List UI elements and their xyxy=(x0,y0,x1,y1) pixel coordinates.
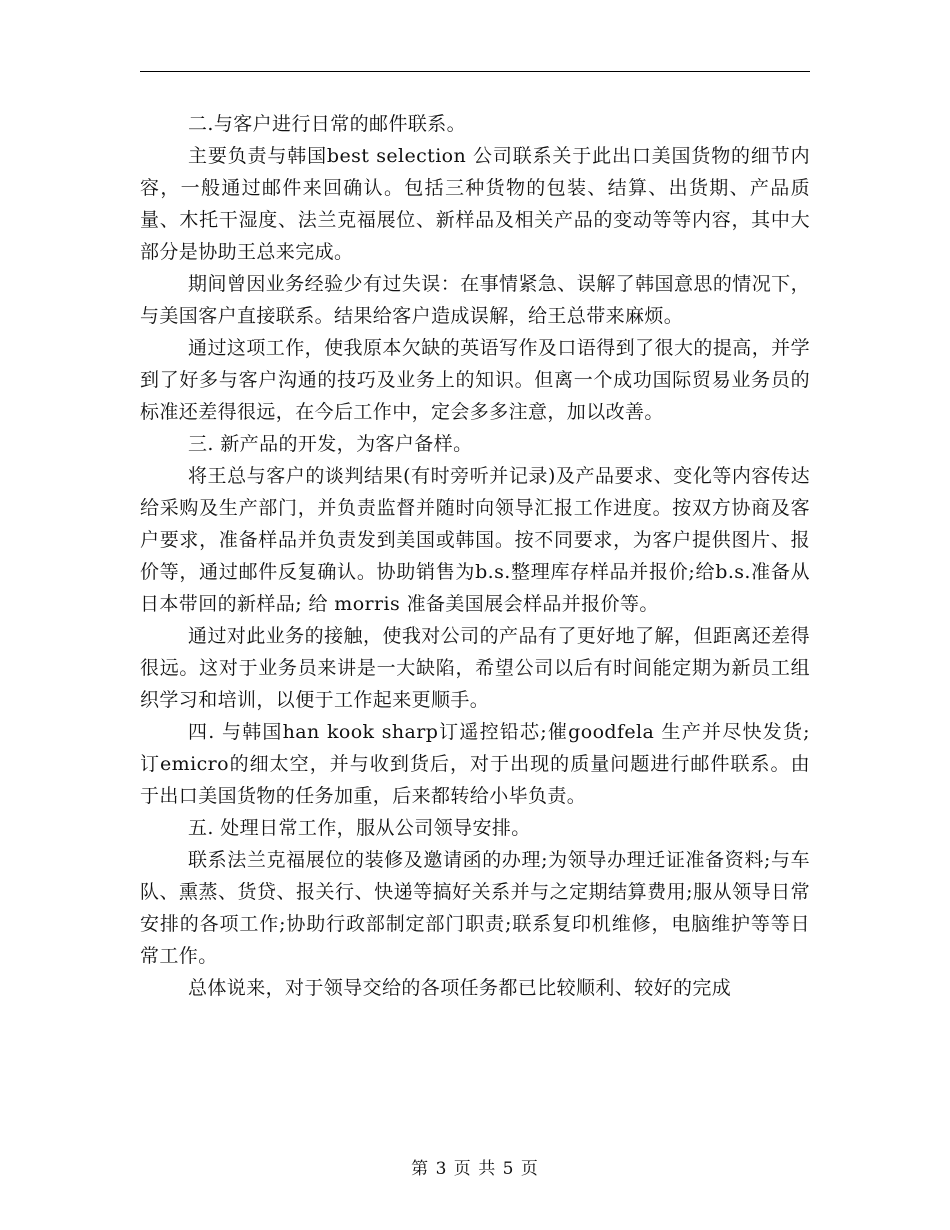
paragraph: 将王总与客户的谈判结果(有时旁听并记录)及产品要求、变化等内容传达给采购及生产部门，并负责监督并随时向领导汇报工作进度。按双方协商及客户要求，准备样品并负责发到美国或韩国。按不同要求，为客户提供图片、报价等，通过邮件反复确认。协助销售为b.s.整理库存样品并报价;给b.s.准备从日本带回的新样品; 给 morris 准备美国展会样品并报价等。 xyxy=(140,465,810,615)
header-rule xyxy=(140,71,810,72)
section-three-heading: 三. 新产品的开发，为客户备样。 xyxy=(188,433,473,455)
section-five-heading: 五. 处理日常工作，服从公司领导安排。 xyxy=(188,817,531,839)
section-four-paragraph: 四. 与韩国han kook sharp订遥控铅芯;催goodfela 生产并尽快发货;订emicro的细太空，并与收到货后，对于出现的质量问题进行邮件联系。由于出口美国货物的任务加重，后来都转给小毕负责。 xyxy=(140,721,810,807)
paragraph: 通过这项工作，使我原本欠缺的英语写作及口语得到了很大的提高，并学到了好多与客户沟通的技巧及业务上的知识。但离一个成功国际贸易业务员的标准还差得很远，在今后工作中，定会多多注意，加以改善。 xyxy=(140,337,810,423)
paragraph: 主要负责与韩国best selection 公司联系关于此出口美国货物的细节内容，一般通过邮件来回确认。包括三种货物的包装、结算、出货期、产品质量、木托干湿度、法兰克福展位、新样品及相关产品的变动等等内容，其中大部分是协助王总来完成。 xyxy=(140,145,810,263)
section-two-heading: 二.与客户进行日常的邮件联系。 xyxy=(188,113,467,135)
paragraph: 总体说来，对于领导交给的各项任务都已比较顺利、较好的完成 xyxy=(188,977,732,999)
page-number-footer: 第 3 页 共 5 页 xyxy=(411,1159,539,1179)
document-body xyxy=(140,108,810,1004)
paragraph: 期间曾因业务经验少有过失误：在事情紧急、误解了韩国意思的情况下，与美国客户直接联系。结果给客户造成误解，给王总带来麻烦。 xyxy=(140,273,810,327)
paragraph: 通过对此业务的接触，使我对公司的产品有了更好地了解，但距离还差得很远。这对于业务员来讲是一大缺陷，希望公司以后有时间能定期为新员工组织学习和培训，以便于工作起来更顺手。 xyxy=(140,625,810,711)
paragraph: 联系法兰克福展位的装修及邀请函的办理;为领导办理迁证准备资料;与车队、熏蒸、货贷、报关行、快递等搞好关系并与之定期结算费用;服从领导日常安排的各项工作;协助行政部制定部门职责;联系复印机维修，电脑维护等等日常工作。 xyxy=(140,849,810,967)
